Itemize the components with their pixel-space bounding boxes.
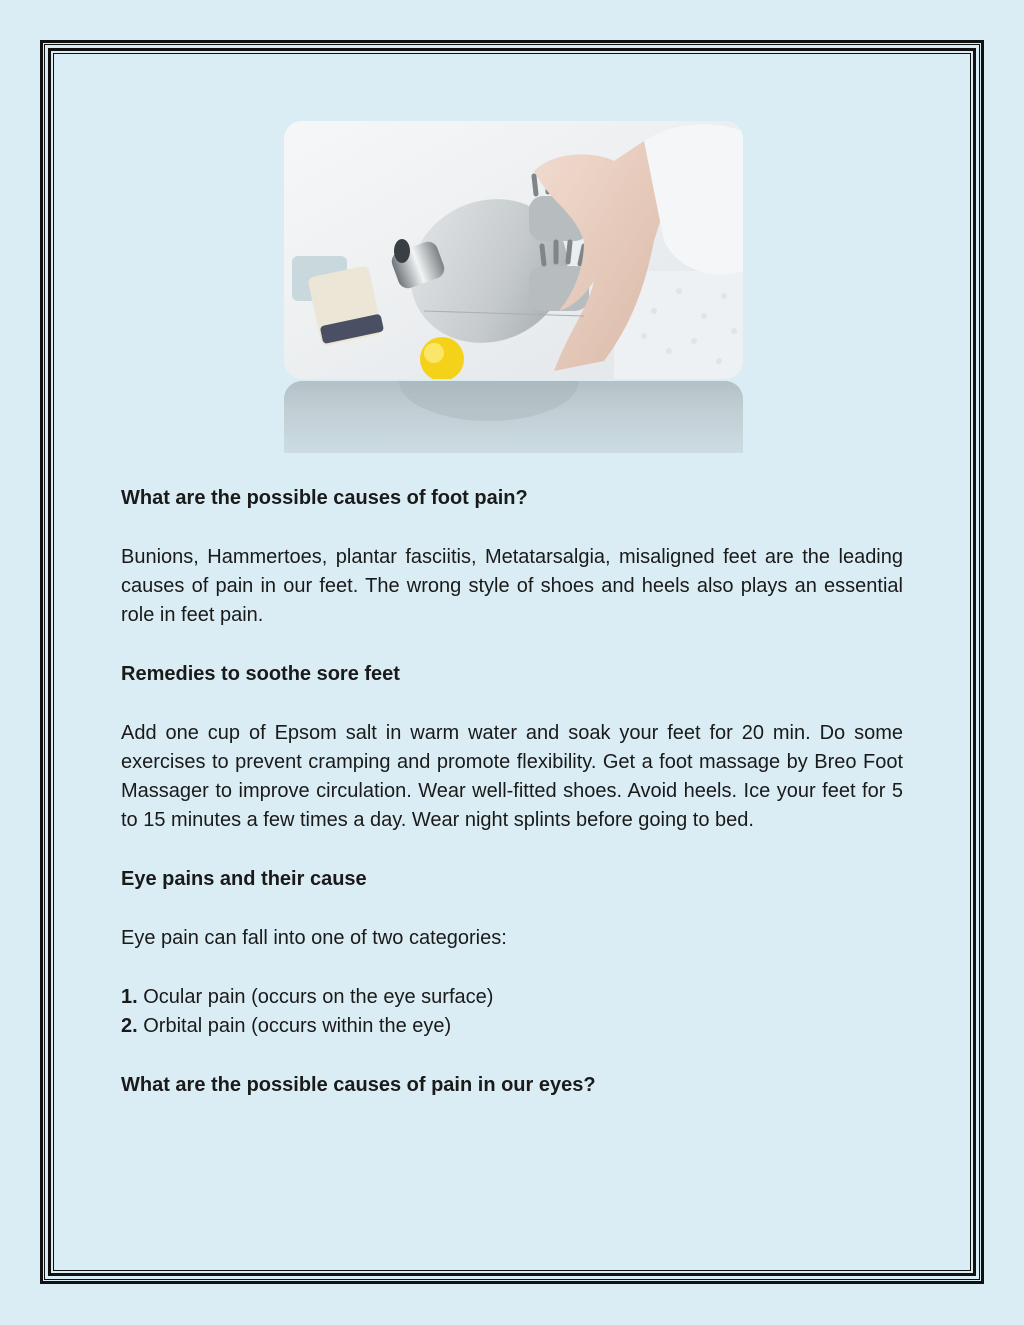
heading-foot-pain-causes: What are the possible causes of foot pain? [121, 487, 528, 509]
heading-eye-pains: Eye pains and their cause [121, 868, 367, 890]
list-number: 2. [121, 1015, 138, 1037]
paragraph-eye-pain-categories: Eye pain can fall into one of two categories: [121, 927, 507, 949]
article-body [121, 484, 903, 1100]
list-number: 1. [121, 986, 138, 1008]
heading-eye-pain-causes: What are the possible causes of pain in our eyes? [121, 1074, 596, 1096]
list-item [121, 1012, 903, 1041]
heading-remedies: Remedies to soothe sore feet [121, 663, 400, 685]
photo-reflection [284, 381, 743, 453]
list-text: Orbital pain (occurs within the eye) [137, 1015, 452, 1037]
list-item [121, 983, 903, 1012]
list-text: Ocular pain (occurs on the eye surface) [137, 986, 494, 1008]
paragraph-remedies: Add one cup of Epsom salt in warm water and soak your feet for 20 min. Do some exercises to prevent cramping and promote flexibility. Get a foot massage by Breo Foot Massager to improve circulation. Wear well-fitted shoes. Avoid heels. Ice your feet for 5 to 15 minutes a few times a day. Wear night splints before going to bed. [121, 722, 903, 831]
foot-massager-illustration [284, 121, 743, 379]
photo-reflection-shape [284, 381, 743, 453]
paragraph-foot-pain-causes: Bunions, Hammertoes, plantar fasciitis, Metatarsalgia, misaligned feet are the leading causes of pain in our feet. The wrong style of shoes and heels also plays an essential role in feet pain. [121, 546, 903, 626]
foot-massager-photo [284, 121, 743, 379]
